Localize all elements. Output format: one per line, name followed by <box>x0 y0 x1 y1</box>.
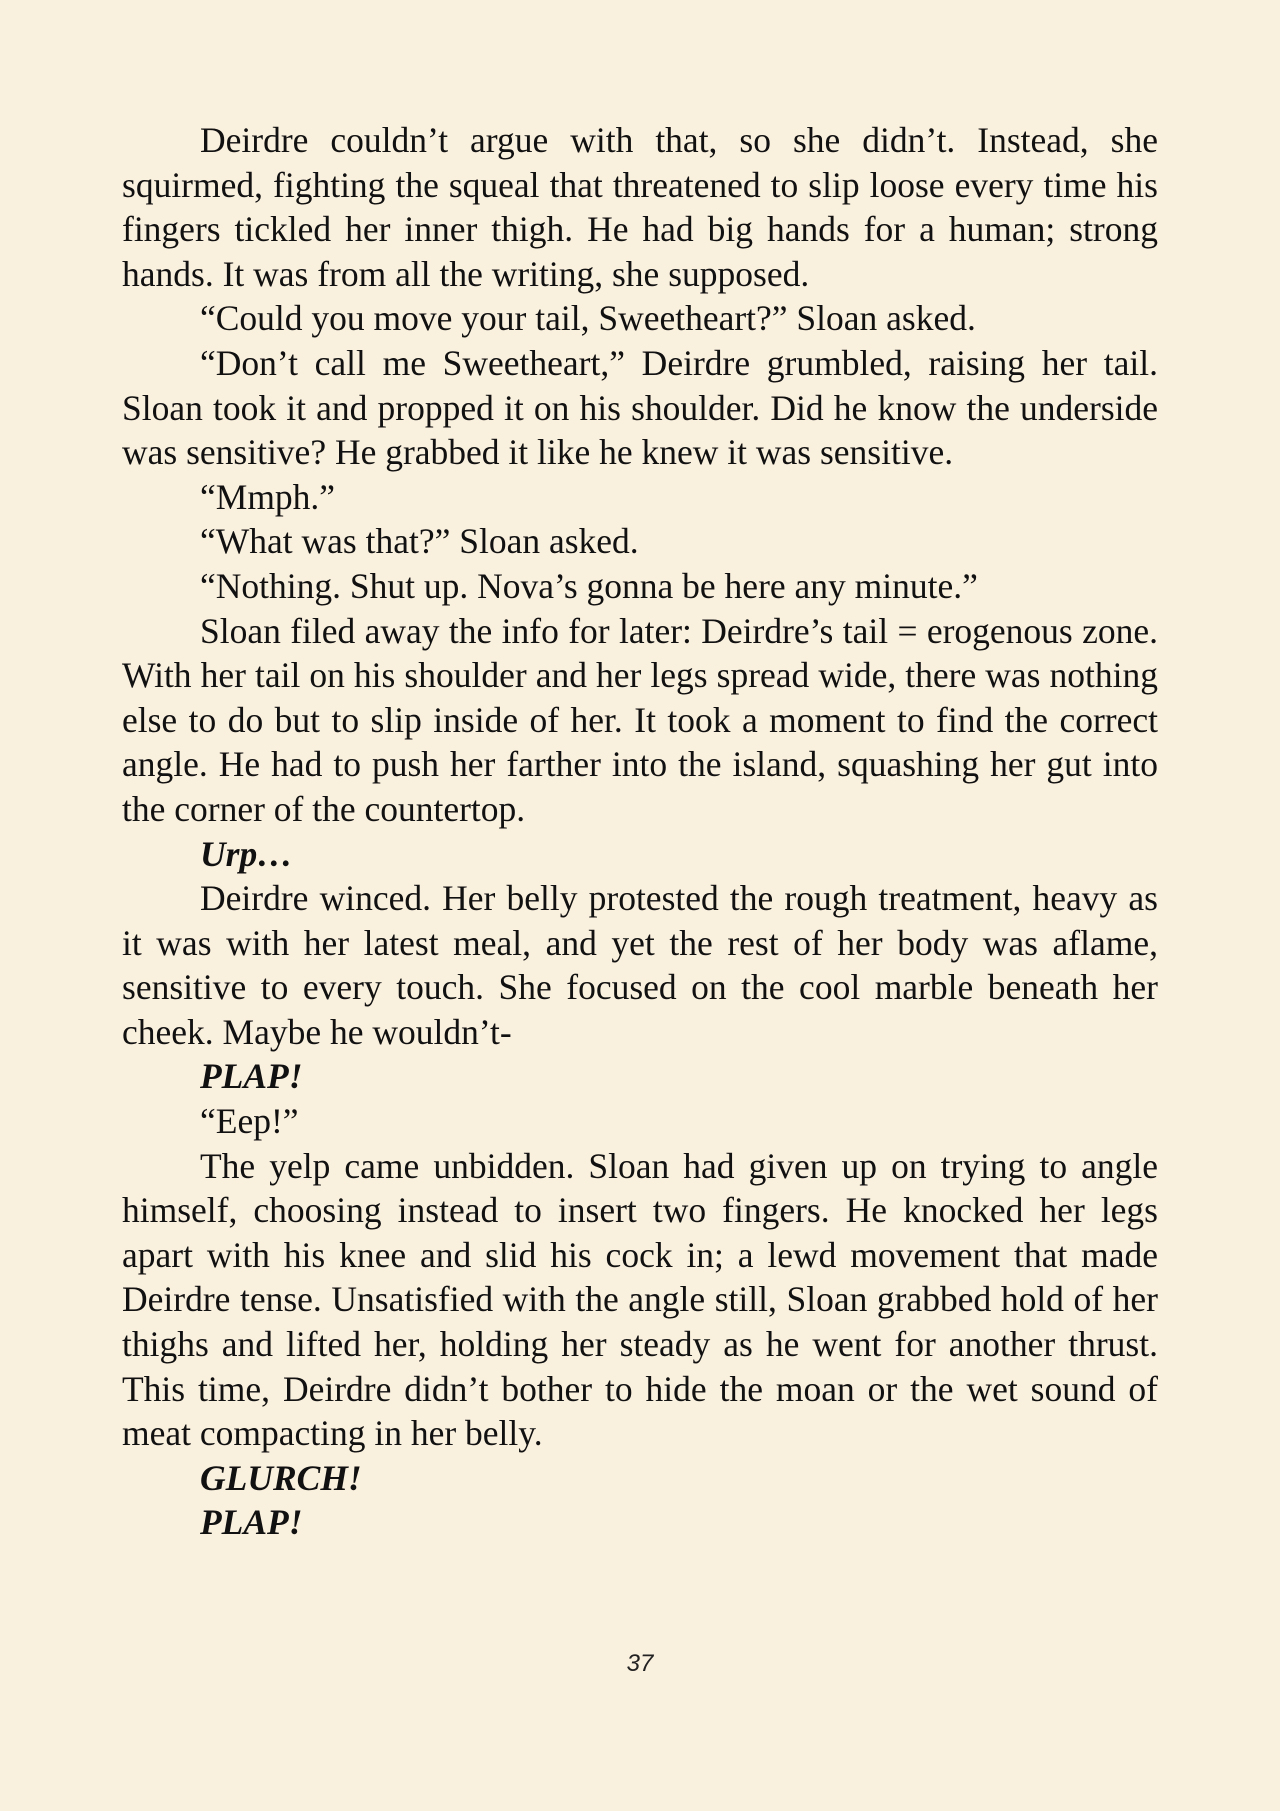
paragraph: “Don’t call me Sweetheart,” Deirdre grumbled, raising her tail. Sloan took it and propped it on his shoulder. Did he know the underside was sensitive? He grabbed it like he knew it was sensitive. <box>122 342 1158 473</box>
body-text <box>122 118 1158 1545</box>
paragraph: Deirdre winced. Her belly protested the rough treatment, heavy as it was with her latest meal, and yet the rest of her body was aflame, sensitive to every touch. She focused on the cool marble beneath her cheek. Maybe he wouldn’t- <box>122 878 1158 1052</box>
paragraph: “Eep!” <box>200 1101 299 1142</box>
page-number: 37 <box>626 1650 654 1677</box>
paragraph: The yelp came unbidden. Sloan had given up on trying to angle himself, choosing instead to insert two fingers. He knocked her legs apart with his knee and slid his cock in; a lewd movement that made Deirdre tense. Unsatisfied with the angle still, Sloan grabbed hold of her thighs and lifted her, holding her steady as he went for another thrust. This time, Deirdre didn’t bother to hide the moan or the wet sound of meat compacting in her belly. <box>122 1145 1158 1454</box>
paragraph: “Mmph.” <box>200 476 336 517</box>
paragraph: Sloan filed away the info for later: Deirdre’s tail = erogenous zone. With her tail on his shoulder and her legs spread wide, there was nothing else to do but to slip inside of her. It took a moment to find the correct angle. He had to push her farther into the island, squashing her gut into the corner of the countertop. <box>122 610 1158 829</box>
paragraph: “What was that?” Sloan asked. <box>200 521 639 562</box>
paragraph: “Nothing. Shut up. Nova’s gonna be here any minute.” <box>200 565 978 606</box>
sound-effect: PLAP! <box>200 1056 303 1097</box>
sound-effect: PLAP! <box>200 1502 303 1543</box>
sound-effect: Urp… <box>200 833 293 874</box>
sound-effect: GLURCH! <box>200 1457 362 1498</box>
paragraph: “Could you move your tail, Sweetheart?” Sloan asked. <box>200 298 976 339</box>
paragraph: Deirdre couldn’t argue with that, so she didn’t. Instead, she squirmed, fighting the squeal that threatened to slip loose every time his fingers tickled her inner thigh. He had big hands for a human; strong hands. It was from all the writing, she supposed. <box>122 120 1158 294</box>
